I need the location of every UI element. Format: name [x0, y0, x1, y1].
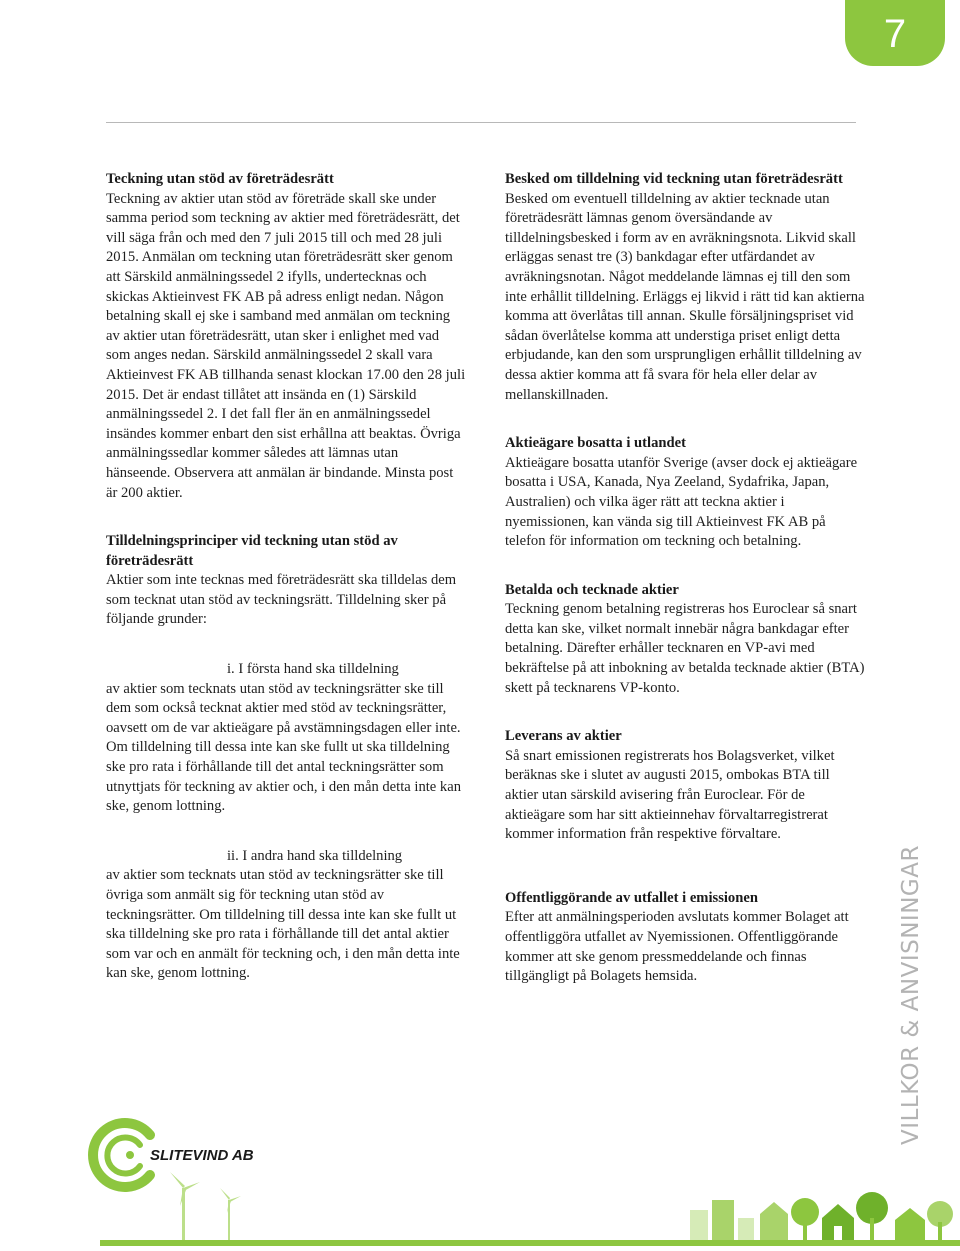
section-heading: Teckning utan stöd av företrädesrätt: [106, 171, 334, 187]
landscape-illustration: [0, 1100, 960, 1246]
slitevind-logo-text: [150, 1147, 254, 1164]
section-body: Aktier som inte tecknas med företrädesrätt ska tilldelas dem som tecknat utan stöd av teckningsrätt. Tilldelning sker på följande grunder:: [106, 572, 457, 628]
left-column: [106, 170, 466, 1013]
section-tilldelningsprinciper: [106, 532, 466, 984]
rule-lead: I andra hand ska tilldelning: [242, 847, 403, 864]
slitevind-logo-icon: [93, 1123, 150, 1187]
footer-illustration: [0, 1100, 960, 1246]
section-body: Aktieägare bosatta utanför Sverige (avser dock ej aktieägare bosatta i USA, Kanada, Nya Zeeland, Sydafrika, Japan, Australien) och vilka äger rätt att teckna aktier i nyemissionen, kan vända sig till Aktieinvest FK AB på telefon för information om teckning och betalning.: [505, 454, 858, 550]
section-offentliggorande: [505, 889, 865, 987]
section-body: Så snart emissionen registrerats hos Bolagsverket, vilket beräknas ske i slutet av augusti 2015, ombokas BTA till aktier utan särskild avisering från Euroclear. För de aktieägare som har sitt aktieinnehav förvaltarregistrerat kommer information från respektive förvaltare.: [505, 747, 835, 843]
section-heading: Offentliggörande av utfallet i emissionen: [505, 889, 758, 906]
wind-turbine-icon: [170, 1172, 200, 1240]
section-besked-om-tilldelning: [505, 170, 865, 405]
section-heading: Tilldelningsprinciper vid teckning utan stöd av företrädesrätt: [106, 533, 398, 569]
side-label-text: VILLKOR & ANVISNINGAR: [898, 845, 924, 1145]
page-number-badge: [845, 0, 945, 66]
header-divider: [106, 122, 856, 123]
right-column: [505, 170, 865, 1016]
section-heading: Besked om tilldelning vid teckning utan företrädesrätt: [505, 171, 843, 187]
rule-number: i.: [227, 661, 235, 678]
section-heading: Betalda och tecknade aktier: [505, 581, 679, 598]
rule-number: ii.: [227, 847, 239, 864]
section-aktieagare-utlandet: [505, 434, 865, 552]
section-body: Teckning av aktier utan stöd av företräde skall ske under samma period som teckning av aktier med företrädesrätt, det vill säga från och med den 7 juli 2015 till och med 28 juli 2015. Anmälan om teckning utan företrädesrätt sker genom att Särskild anmälningssedel 2 ifylls, undertecknas och skickas Aktieinvest FK AB på adress enligt nedan. Någon betalning skall ej ske i samband med anmälan om teckning av aktier utan företrädesrätt, utan sker i enlighet med vad som anges nedan. Särskild anmälningssedel 2 skall vara Aktieinvest FK AB tillhanda senast klockan 17.00 den 28 juli 2015. Det är endast tillåtet att insända en (1) Särskild anmälningssedel 2. I det fall fler än en anmälningssedel insändes kommer enbart den sist erhållna att beaktas. Övriga anmälningssedlar kommer således att lämnas utan hänseende. Observera att anmälan är bindande. Minsta post är 200 aktier.: [106, 190, 466, 501]
section-heading: Aktieägare bosatta i utlandet: [505, 435, 686, 452]
svg-text:SLITEVIND AB: SLITEVIND AB: [150, 1147, 254, 1164]
section-body: Teckning genom betalning registreras hos Euroclear så snart detta kan ske, vilket normalt innebär några bankdagar efter betalning. Därefter erhåller tecknaren en VP-avi med bekräftelse på att inbokning av betalda tecknade aktier (BTA) skett på tecknarens VP-konto.: [505, 601, 865, 696]
section-teckning-utan-stod: [106, 170, 466, 503]
ground-strip: [100, 1240, 960, 1246]
rule-body: av aktier som tecknats utan stöd av teckningsrätter ske till övriga som anmält sig för teckning utan stöd av teckningsrätter. Om tilldelning till dessa inte kan ske fullt ut ska tilldelning ske pro rata i förhållande till det antal aktier som var och en anmält för teckning och, i den mån detta inte kan ske, genom lottning.: [106, 867, 460, 982]
section-body: Efter att anmälningsperioden avslutats kommer Bolaget att offentliggöra utfallet av Nyemissionen. Offentliggörande kommer att ske genom pressmeddelande och finnas tillgängligt på Bolagets hemsida.: [505, 909, 849, 985]
allocation-rule-1: [106, 660, 466, 817]
page-number: 7: [883, 12, 907, 56]
section-heading: Leverans av aktier: [505, 728, 622, 745]
rule-body: av aktier som tecknats utan stöd av teckningsrätter ske till dem som också tecknat aktier med stöd av teckningsrätter, oavsett om de var aktieägare på avstämningsdagen eller inte. Om tilldelning till dessa inte kan ske fullt ut ska tilldelning ske pro rata i förhållande till det antal teckningsrätter som utnyttjats för teckning av aktier och, i den mån detta inte kan ske, genom lottning.: [106, 680, 462, 815]
section-betalda-tecknade-aktier: [505, 581, 865, 699]
rule-lead: I första hand ska tilldelning: [238, 661, 399, 678]
section-body: Besked om eventuell tilldelning av aktier tecknade utan företrädesrätt lämnas genom översändande av tilldelningsbesked i form av en avräkningsnota. Likvid skall erläggas senast tre (3) bankdagar efter utfärdandet av avräkningsnotan. Något meddelande lämnas ej till den som inte erhållit tilldelning. Erläggs ej likvid i rätt tid kan aktierna komma att överlåtas till annan. Skulle försäljningspriset vid sådan överlåtelse komma att understiga priset enligt detta erbjudande, kan den som ursprungligen erhållit tilldelning av dessa aktier komma att få svara för hela eller delar av mellanskillnaden.: [505, 190, 865, 403]
section-leverans-av-aktier: [505, 727, 865, 845]
allocation-rule-2: [106, 847, 466, 984]
wind-turbine-icon: [220, 1188, 241, 1240]
section-side-label: [893, 845, 929, 1145]
village-skyline-icon: [690, 1192, 953, 1240]
